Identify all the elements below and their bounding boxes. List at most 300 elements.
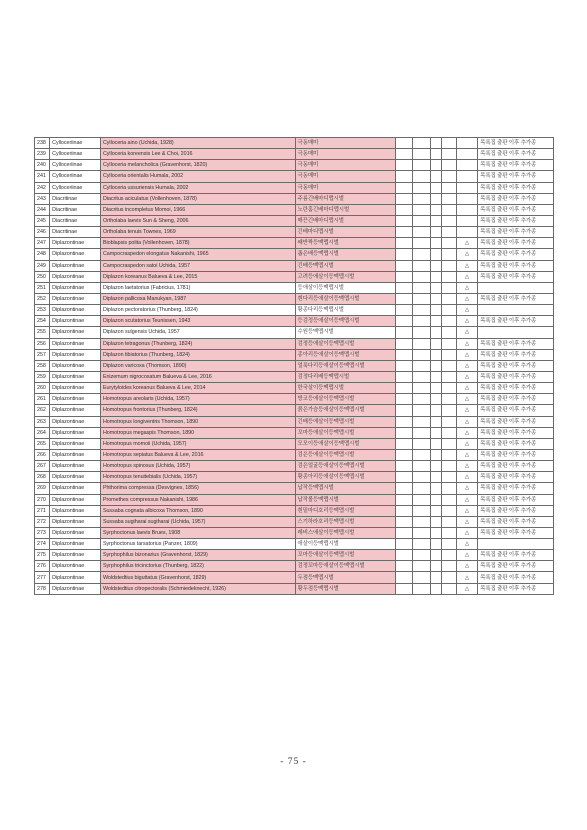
empty-cell	[430, 483, 441, 494]
scientific-name-cell: Cylloceria koreensis Lee & Choi, 2016	[100, 149, 295, 160]
status-mark-cell: △	[456, 249, 478, 260]
empty-cell	[430, 204, 441, 215]
korean-name-cell: 황종아리등애살이등맥맵시벌	[295, 472, 396, 483]
table-row	[35, 215, 554, 226]
scientific-name-cell: Cylloceria melancholica (Gravenhorst, 1820)	[100, 160, 295, 171]
status-mark-cell	[456, 227, 478, 238]
empty-cell	[441, 449, 456, 460]
row-number-cell: 249	[35, 260, 50, 271]
remark-cell: 목록집 출판 이후 추가종	[478, 182, 554, 193]
status-mark-cell	[456, 215, 478, 226]
subfamily-cell: Cylloceriinae	[50, 171, 101, 182]
korean-name-cell: 모모이등애살이등맥맵시벌	[295, 438, 396, 449]
empty-cell	[396, 516, 413, 527]
table-row	[35, 327, 554, 338]
subfamily-cell: Diplazontinae	[50, 438, 101, 449]
empty-cell	[413, 505, 430, 516]
korean-name-cell: 얼룩다리등애살이등맥맵시벌	[295, 360, 396, 371]
row-number-cell: 252	[35, 293, 50, 304]
empty-cell	[441, 561, 456, 572]
empty-cell	[430, 383, 441, 394]
empty-cell	[430, 260, 441, 271]
empty-cell	[396, 572, 413, 583]
empty-cell	[396, 394, 413, 405]
empty-cell	[413, 227, 430, 238]
remark-cell: 목록집 출판 이후 추가종	[478, 338, 554, 349]
row-number-cell: 241	[35, 171, 50, 182]
table-row	[35, 561, 554, 572]
remark-cell: 목록집 출판 이후 추가종	[478, 249, 554, 260]
korean-name-cell: 검은등애살이등맥맵시벌	[295, 449, 396, 460]
empty-cell	[413, 416, 430, 427]
row-number-cell: 240	[35, 160, 50, 171]
scientific-name-cell: Woldstedtius citropectoralis (Schmiedeknecht, 1926)	[100, 583, 295, 594]
korean-name-cell: 검정꼬마등애살이등맥맵시벌	[295, 561, 396, 572]
empty-cell	[430, 527, 441, 538]
empty-cell	[430, 338, 441, 349]
empty-cell	[441, 461, 456, 472]
empty-cell	[396, 505, 413, 516]
table-row	[35, 438, 554, 449]
row-number-cell: 261	[35, 394, 50, 405]
status-mark-cell: △	[456, 583, 478, 594]
empty-cell	[441, 271, 456, 282]
empty-cell	[396, 483, 413, 494]
empty-cell	[413, 249, 430, 260]
subfamily-cell: Diplazontinae	[50, 305, 101, 316]
korean-name-cell: 스기하라호리등맥맵시벌	[295, 516, 396, 527]
table-row	[35, 583, 554, 594]
row-number-cell: 238	[35, 138, 50, 149]
empty-cell	[430, 427, 441, 438]
korean-name-cell: 검정등애살이등맥맵시벌	[295, 338, 396, 349]
status-mark-cell: △	[456, 461, 478, 472]
korean-name-cell: 두점등맥맵시벌	[295, 572, 396, 583]
korean-name-cell: 애살이등맥맵시벌	[295, 539, 396, 550]
empty-cell	[441, 438, 456, 449]
empty-cell	[413, 327, 430, 338]
empty-cell	[441, 149, 456, 160]
row-number-cell: 265	[35, 438, 50, 449]
empty-cell	[430, 293, 441, 304]
empty-cell	[430, 149, 441, 160]
empty-cell	[430, 516, 441, 527]
row-number-cell: 272	[35, 516, 50, 527]
subfamily-cell: Diplazontinae	[50, 249, 101, 260]
scientific-name-cell: Promethes compressus Nakanishi, 1986	[100, 494, 295, 505]
table-row	[35, 204, 554, 215]
empty-cell	[441, 405, 456, 416]
empty-cell	[430, 160, 441, 171]
remark-cell: 목록집 출판 이후 추가종	[478, 215, 554, 226]
empty-cell	[396, 305, 413, 316]
status-mark-cell: △	[456, 260, 478, 271]
row-number-cell: 244	[35, 204, 50, 215]
species-table	[34, 137, 554, 595]
row-number-cell: 246	[35, 227, 50, 238]
empty-cell	[413, 293, 430, 304]
row-number-cell: 262	[35, 405, 50, 416]
empty-cell	[396, 316, 413, 327]
status-mark-cell: △	[456, 539, 478, 550]
table-row	[35, 305, 554, 316]
row-number-cell: 271	[35, 505, 50, 516]
remark-cell: 목록집 출판 이후 추가종	[478, 138, 554, 149]
table-row	[35, 516, 554, 527]
row-number-cell: 275	[35, 550, 50, 561]
empty-cell	[396, 494, 413, 505]
table-row	[35, 539, 554, 550]
empty-cell	[413, 238, 430, 249]
scientific-name-cell: Diplazon laetatorius (Fabricius, 1781)	[100, 282, 295, 293]
table-row	[35, 271, 554, 282]
korean-name-cell: 황두점등맥맵시벌	[295, 583, 396, 594]
empty-cell	[441, 249, 456, 260]
empty-cell	[413, 149, 430, 160]
scientific-name-cell: Diplazon varicoxa (Thomson, 1890)	[100, 360, 295, 371]
empty-cell	[441, 494, 456, 505]
scientific-name-cell: Cylloceria aino (Uchida, 1928)	[100, 138, 295, 149]
status-mark-cell: △	[456, 472, 478, 483]
empty-cell	[396, 171, 413, 182]
table-row	[35, 149, 554, 160]
scientific-name-cell: Eurytyloides koreanus Balueva & Lee, 2014	[100, 383, 295, 394]
remark-cell: 목록집 출판 이후 추가종	[478, 449, 554, 460]
empty-cell	[441, 338, 456, 349]
subfamily-cell: Diplazontinae	[50, 449, 101, 460]
table-row	[35, 405, 554, 416]
table-row	[35, 449, 554, 460]
empty-cell	[441, 483, 456, 494]
remark-cell: 목록집 출판 이후 추가종	[478, 360, 554, 371]
table-row	[35, 160, 554, 171]
empty-cell	[413, 371, 430, 382]
remark-cell: 목록집 출판 이후 추가종	[478, 527, 554, 538]
remark-cell: 목록집 출판 이후 추가종	[478, 371, 554, 382]
table-row	[35, 282, 554, 293]
remark-cell: 목록집 출판 이후 추가종	[478, 461, 554, 472]
row-number-cell: 248	[35, 249, 50, 260]
empty-cell	[430, 327, 441, 338]
scientific-name-cell: Cylloceria ussuriensis Humala, 2002	[100, 182, 295, 193]
korean-name-cell: 등애살이등맥맵시벌	[295, 282, 396, 293]
status-mark-cell: △	[456, 416, 478, 427]
remark-cell: 목록집 출판 이후 추가종	[478, 316, 554, 327]
empty-cell	[396, 360, 413, 371]
row-number-cell: 259	[35, 371, 50, 382]
row-number-cell: 270	[35, 494, 50, 505]
table-row	[35, 338, 554, 349]
row-number-cell: 253	[35, 305, 50, 316]
status-mark-cell: △	[456, 405, 478, 416]
status-mark-cell: △	[456, 271, 478, 282]
empty-cell	[430, 550, 441, 561]
scientific-name-cell: Syrphophilus tricinctorius (Thunberg, 1822)	[100, 561, 295, 572]
empty-cell	[413, 472, 430, 483]
status-mark-cell: △	[456, 371, 478, 382]
korean-name-cell: 긴배등애살이등맥맵시벌	[295, 416, 396, 427]
remark-cell: 목록집 출판 이후 추가종	[478, 383, 554, 394]
empty-cell	[413, 193, 430, 204]
remark-cell: 목록집 출판 이후 추가종	[478, 271, 554, 282]
empty-cell	[441, 160, 456, 171]
empty-cell	[396, 271, 413, 282]
korean-name-cell: 긴배마디맵시벌	[295, 227, 396, 238]
scientific-name-cell: Homotropus momoii (Uchida, 1957)	[100, 438, 295, 449]
row-number-cell: 239	[35, 149, 50, 160]
subfamily-cell: Diplazontinae	[50, 238, 101, 249]
empty-cell	[413, 550, 430, 561]
status-mark-cell	[456, 171, 478, 182]
row-number-cell: 268	[35, 472, 50, 483]
table-row	[35, 360, 554, 371]
empty-cell	[441, 138, 456, 149]
table-row	[35, 427, 554, 438]
empty-cell	[413, 316, 430, 327]
empty-cell	[430, 238, 441, 249]
empty-cell	[441, 360, 456, 371]
subfamily-cell: Diplazontinae	[50, 527, 101, 538]
status-mark-cell	[456, 182, 478, 193]
empty-cell	[441, 227, 456, 238]
status-mark-cell: △	[456, 383, 478, 394]
empty-cell	[413, 394, 430, 405]
empty-cell	[441, 572, 456, 583]
remark-cell: 목록집 출판 이후 추가종	[478, 349, 554, 360]
empty-cell	[430, 271, 441, 282]
status-mark-cell: △	[456, 572, 478, 583]
empty-cell	[430, 561, 441, 572]
scientific-name-cell: Ortholaba laevis Sun & Sheng, 2006	[100, 215, 295, 226]
empty-cell	[413, 349, 430, 360]
table-row	[35, 472, 554, 483]
remark-cell: 목록집 출판 이후 추가종	[478, 483, 554, 494]
table-row	[35, 416, 554, 427]
page-number: - 75 -	[280, 757, 307, 767]
subfamily-cell: Diplazontinae	[50, 572, 101, 583]
korean-name-cell: 좁은배등맥맵시벌	[295, 249, 396, 260]
korean-name-cell: 한국살이등맥맵시벌	[295, 383, 396, 394]
status-mark-cell: △	[456, 238, 478, 249]
empty-cell	[396, 383, 413, 394]
empty-cell	[396, 149, 413, 160]
table-row	[35, 193, 554, 204]
empty-cell	[396, 371, 413, 382]
subfamily-cell: Diplazontinae	[50, 360, 101, 371]
remark-cell: 목록집 출판 이후 추가종	[478, 149, 554, 160]
korean-name-cell: 납작볼등맥맵시벌	[295, 494, 396, 505]
empty-cell	[441, 427, 456, 438]
table-row	[35, 182, 554, 193]
korean-name-cell: 검정다리배등맥맵시벌	[295, 371, 396, 382]
empty-cell	[441, 349, 456, 360]
empty-cell	[396, 338, 413, 349]
scientific-name-cell: Diplazon scutatorius Teunissen, 1943	[100, 316, 295, 327]
row-number-cell: 264	[35, 427, 50, 438]
table-row	[35, 527, 554, 538]
scientific-name-cell: Sussaba sugiharai sugiharai (Uchida, 1957)	[100, 516, 295, 527]
subfamily-cell: Cylloceriinae	[50, 160, 101, 171]
scientific-name-cell: Ortholaba tenuis Townes, 1969	[100, 227, 295, 238]
row-number-cell: 278	[35, 583, 50, 594]
row-number-cell: 276	[35, 561, 50, 572]
subfamily-cell: Diacritinae	[50, 204, 101, 215]
korean-name-cell: 레비스애살이등맥맵시벌	[295, 527, 396, 538]
subfamily-cell: Diplazontinae	[50, 405, 101, 416]
empty-cell	[396, 405, 413, 416]
subfamily-cell: Diacritinae	[50, 193, 101, 204]
empty-cell	[430, 539, 441, 550]
status-mark-cell: △	[456, 327, 478, 338]
empty-cell	[396, 215, 413, 226]
remark-cell: 목록집 출판 이후 추가종	[478, 550, 554, 561]
remark-cell: 목록집 출판 이후 추가종	[478, 583, 554, 594]
korean-name-cell: 노란홈긴배마디맵시벌	[295, 204, 396, 215]
remark-cell: 목록집 출판 이후 추가종	[478, 293, 554, 304]
status-mark-cell: △	[456, 494, 478, 505]
row-number-cell: 242	[35, 182, 50, 193]
remark-cell: 목록집 출판 이후 추가종	[478, 572, 554, 583]
empty-cell	[430, 138, 441, 149]
subfamily-cell: Cylloceriinae	[50, 182, 101, 193]
status-mark-cell: △	[456, 394, 478, 405]
empty-cell	[413, 583, 430, 594]
empty-cell	[441, 204, 456, 215]
empty-cell	[441, 282, 456, 293]
table-row	[35, 550, 554, 561]
subfamily-cell: Diplazontinae	[50, 483, 101, 494]
korean-name-cell: 극동매미	[295, 182, 396, 193]
empty-cell	[441, 550, 456, 561]
empty-cell	[441, 327, 456, 338]
empty-cell	[430, 215, 441, 226]
remark-cell: 목록집 출판 이후 추가종	[478, 494, 554, 505]
remark-cell	[478, 305, 554, 316]
empty-cell	[413, 483, 430, 494]
scientific-name-cell: Homotropus longiventris Thomson, 1890	[100, 416, 295, 427]
empty-cell	[430, 171, 441, 182]
empty-cell	[430, 494, 441, 505]
empty-cell	[430, 349, 441, 360]
status-mark-cell: △	[456, 561, 478, 572]
empty-cell	[441, 472, 456, 483]
subfamily-cell: Diplazontinae	[50, 494, 101, 505]
table-row	[35, 394, 554, 405]
empty-cell	[413, 527, 430, 538]
remark-cell: 목록집 출판 이후 추가종	[478, 516, 554, 527]
remark-cell: 목록집 출판 이후 추가종	[478, 505, 554, 516]
status-mark-cell: △	[456, 449, 478, 460]
empty-cell	[396, 182, 413, 193]
remark-cell: 목록집 출판 이후 추가종	[478, 171, 554, 182]
row-number-cell: 251	[35, 282, 50, 293]
scientific-name-cell: Enizemum nigrocoxatum Balueva & Lee, 2016	[100, 371, 295, 382]
subfamily-cell: Diplazontinae	[50, 327, 101, 338]
status-mark-cell: △	[456, 516, 478, 527]
empty-cell	[430, 583, 441, 594]
remark-cell	[478, 539, 554, 550]
subfamily-cell: Diplazontinae	[50, 282, 101, 293]
subfamily-cell: Diplazontinae	[50, 260, 101, 271]
scientific-name-cell: Diacritus incompletus Momoi, 1966	[100, 204, 295, 215]
scientific-name-cell: Campocraspedon satoi Uchida, 1957	[100, 260, 295, 271]
empty-cell	[413, 260, 430, 271]
empty-cell	[430, 405, 441, 416]
empty-cell	[441, 416, 456, 427]
status-mark-cell: △	[456, 316, 478, 327]
species-table-body	[35, 138, 554, 595]
remark-cell: 목록집 출판 이후 추가종	[478, 227, 554, 238]
empty-cell	[441, 505, 456, 516]
empty-cell	[430, 282, 441, 293]
table-row	[35, 349, 554, 360]
scientific-name-cell: Diplazon pectoratorius (Thunberg, 1824)	[100, 305, 295, 316]
table-row	[35, 371, 554, 382]
empty-cell	[441, 539, 456, 550]
scientific-name-cell: Syrphoctonus tarsatorius (Panzer, 1809)	[100, 539, 295, 550]
subfamily-cell: Cylloceriinae	[50, 138, 101, 149]
korean-name-cell: 고려등애살이등맥맵시벌	[295, 271, 396, 282]
subfamily-cell: Diplazontinae	[50, 271, 101, 282]
subfamily-cell: Diplazontinae	[50, 561, 101, 572]
empty-cell	[413, 215, 430, 226]
table-row	[35, 494, 554, 505]
empty-cell	[430, 438, 441, 449]
row-number-cell: 250	[35, 271, 50, 282]
table-row	[35, 238, 554, 249]
scientific-name-cell: Cylloceria orientalis Humala, 2002	[100, 171, 295, 182]
empty-cell	[413, 427, 430, 438]
remark-cell: 목록집 출판 이후 추가종	[478, 160, 554, 171]
subfamily-cell: Diplazontinae	[50, 371, 101, 382]
empty-cell	[441, 383, 456, 394]
empty-cell	[441, 215, 456, 226]
row-number-cell: 245	[35, 215, 50, 226]
status-mark-cell: △	[456, 483, 478, 494]
table-row	[35, 171, 554, 182]
empty-cell	[396, 282, 413, 293]
empty-cell	[430, 227, 441, 238]
table-row	[35, 461, 554, 472]
table-row	[35, 316, 554, 327]
empty-cell	[413, 305, 430, 316]
scientific-name-cell: Diplazon sulgensis Uchida, 1957	[100, 327, 295, 338]
empty-cell	[430, 572, 441, 583]
empty-cell	[413, 438, 430, 449]
table-row	[35, 260, 554, 271]
empty-cell	[396, 427, 413, 438]
status-mark-cell: △	[456, 527, 478, 538]
status-mark-cell	[456, 160, 478, 171]
empty-cell	[413, 516, 430, 527]
subfamily-cell: Diplazontinae	[50, 427, 101, 438]
status-mark-cell: △	[456, 282, 478, 293]
empty-cell	[413, 171, 430, 182]
remark-cell: 목록집 출판 이후 추가종	[478, 193, 554, 204]
subfamily-cell: Diplazontinae	[50, 416, 101, 427]
empty-cell	[413, 271, 430, 282]
empty-cell	[396, 193, 413, 204]
row-number-cell: 258	[35, 360, 50, 371]
empty-cell	[441, 527, 456, 538]
subfamily-cell: Diplazontinae	[50, 516, 101, 527]
subfamily-cell: Diplazontinae	[50, 461, 101, 472]
empty-cell	[430, 505, 441, 516]
empty-cell	[430, 472, 441, 483]
remark-cell: 목록집 출판 이후 추가종	[478, 427, 554, 438]
korean-name-cell: 꼬마등애살이등맥맵시벌	[295, 427, 396, 438]
row-number-cell: 257	[35, 349, 50, 360]
